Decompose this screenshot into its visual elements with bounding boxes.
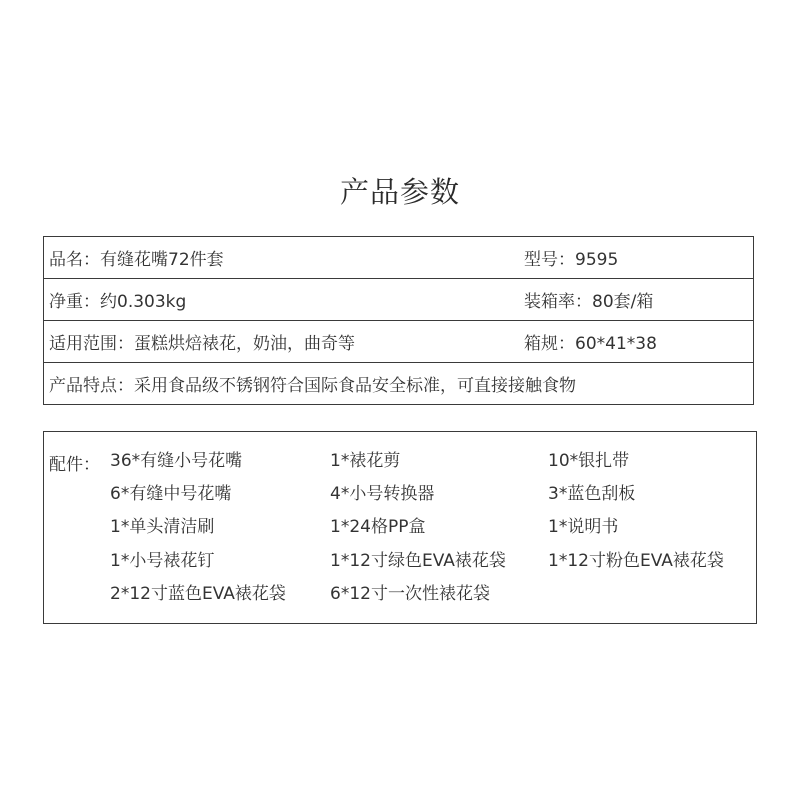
accessory-item: 6*有缝中号花嘴 [110,484,232,504]
accessory-item: 10*银扎带 [548,451,630,471]
accessory-item: 1*12寸绿色EVA裱花袋 [330,551,506,571]
product-name: 品名：有缝花嘴72件套 [49,250,224,270]
accessory-item: 1*说明书 [548,517,619,537]
accessory-item: 6*12寸一次性裱花袋 [330,584,490,604]
spec-row [44,321,753,363]
accessory-item: 1*单头清洁刷 [110,517,215,537]
accessory-item: 1*裱花剪 [330,451,401,471]
product-features: 产品特点：采用食品级不锈钢符合国际食品安全标准，可直接接触食物 [49,376,576,396]
spec-table [43,236,754,405]
accessory-item: 1*24格PP盒 [330,517,426,537]
spec-row [44,279,753,321]
accessory-item: 2*12寸蓝色EVA裱花袋 [110,584,286,604]
accessories-label: 配件： [49,455,100,475]
model-number: 型号：9595 [524,250,619,270]
net-weight: 净重：约0.303kg [49,292,187,312]
accessory-item: 36*有缝小号花嘴 [110,451,243,471]
packing-rate: 装箱率：80套/箱 [524,292,654,312]
usage-scope: 适用范围：蛋糕烘焙裱花，奶油，曲奇等 [49,334,355,354]
accessory-item: 4*小号转换器 [330,484,435,504]
accessory-item: 3*蓝色刮板 [548,484,636,504]
page-title: 产品参数 [339,175,460,209]
accessories-box [43,431,757,624]
carton-size: 箱规：60*41*38 [524,334,657,354]
spec-row [44,237,753,279]
accessory-item: 1*小号裱花钉 [110,551,215,571]
accessory-item: 1*12寸粉色EVA裱花袋 [548,551,724,571]
spec-row [44,363,753,404]
